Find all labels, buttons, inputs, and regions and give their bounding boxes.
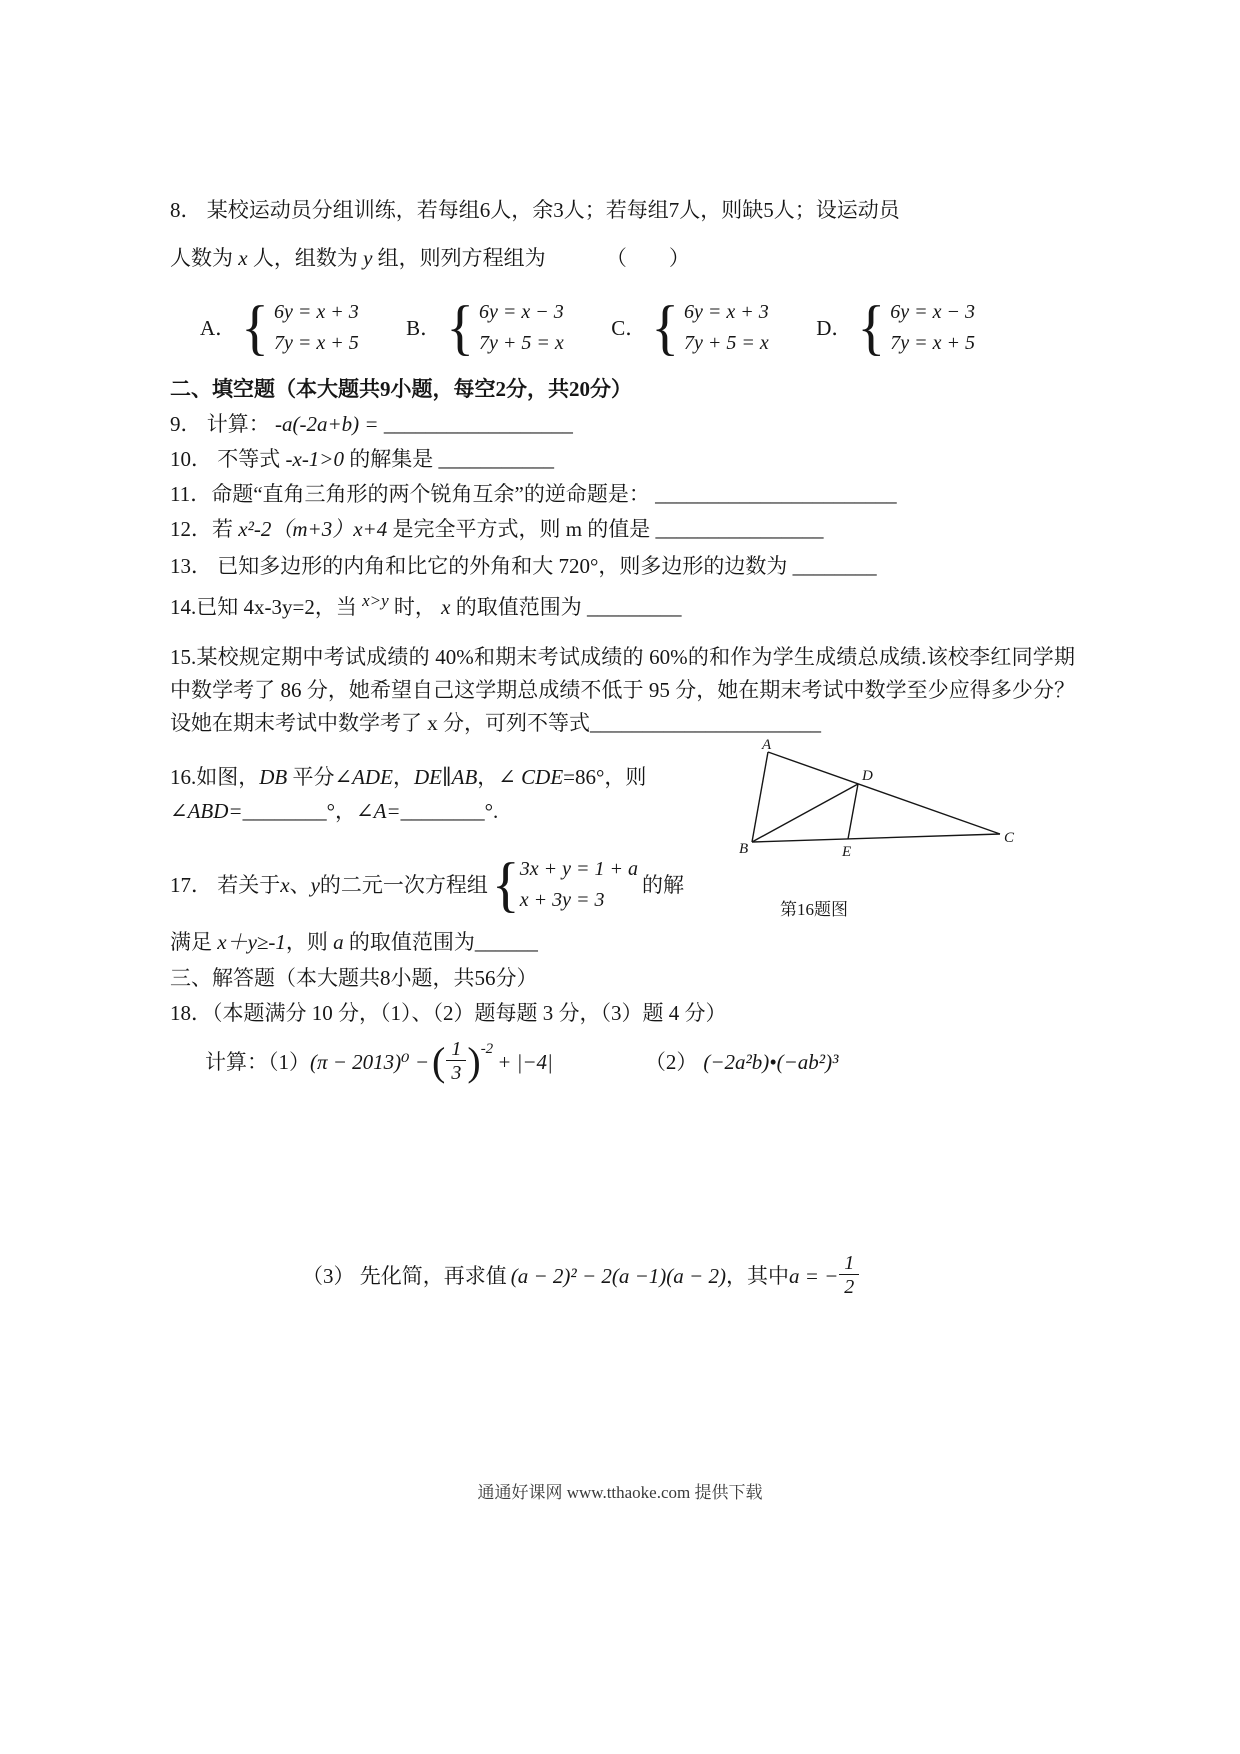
q8-option-a — [200, 293, 359, 362]
q18-calc-row — [170, 1039, 1075, 1085]
q8-option-a-label: A． — [200, 316, 237, 340]
q17-eq1: 3x + y = 1 + a — [519, 858, 638, 880]
brace-icon: { — [857, 293, 886, 362]
figure-label-b: B — [739, 841, 749, 857]
q16-s3: ， — [392, 765, 414, 789]
q8-option-a-eq2: 7y = x + 5 — [274, 332, 359, 354]
q17-blank: ______ — [474, 930, 538, 954]
q11-text: 11．命题“直角三角形的两个锐角互余”的逆命题是： — [170, 482, 650, 506]
question-9 — [170, 410, 1075, 438]
q17-equation-system — [491, 850, 638, 919]
q17-pre: 17． 若关于 — [170, 872, 281, 897]
q10-blank: ___________ — [438, 447, 554, 471]
section-3-heading: 三、解答题（本大题共8小题，共56分） — [170, 966, 538, 990]
exam-page — [170, 186, 1075, 1299]
q16-line1 — [170, 760, 730, 794]
q17-post: 的解 — [642, 872, 684, 897]
q18-part3 — [170, 1253, 1075, 1299]
figure-caption: 第16题图 — [780, 900, 848, 920]
q8-line2-post: 组，则列方程组为 — [377, 246, 546, 270]
q8-options-row — [170, 293, 1075, 362]
q17-var-y: y — [310, 872, 320, 897]
q16-m4: CDE — [521, 765, 564, 789]
q18-fraction-one-half — [839, 1253, 859, 1299]
q8-line2 — [170, 241, 1075, 275]
fraction-numerator: 1 — [451, 1038, 462, 1060]
q8-line2-pre: 人数为 — [170, 246, 233, 270]
q8-option-c-eq2: 7y + 5 = x — [684, 332, 769, 354]
q14-blank: _________ — [586, 595, 682, 619]
q8-option-a-eq1: 6y = x + 3 — [274, 301, 359, 323]
q8-option-b-eq1: 6y = x − 3 — [479, 301, 564, 323]
q8-option-c-label: C． — [611, 316, 647, 340]
brace-icon: { — [446, 293, 475, 362]
q16-figure — [738, 738, 1023, 922]
q17-var-a: a — [333, 930, 344, 954]
q8-option-b-label: B． — [406, 316, 442, 340]
question-18-heading: 18．（本题满分 10 分，（1）、（2）题每题 3 分，（3）题 4 分） — [170, 1001, 727, 1025]
q16-deg1: °， — [326, 799, 356, 823]
q15-text: 15.某校规定期中考试成绩的 40%和期末考试成绩的 60%的和作为学生成绩总成绩.该校李红同学期中数学考了 86 分，她希望自己这学期总成绩不低于 95 分，她在期末考试中数学至少应得多少分？设她在期末考试中数学考了 x 分，可列不等式 — [170, 645, 1075, 735]
q11-blank: _______________________ — [655, 482, 897, 506]
q17-l2-math: x＋y≥-1 — [217, 930, 286, 954]
brace-icon: { — [241, 293, 270, 362]
q16-m3: DE∥AB — [413, 765, 478, 789]
q16-m2: ADE — [352, 765, 393, 789]
fraction-denominator: 2 — [839, 1274, 859, 1299]
q18-part2-label: （2） — [644, 1049, 698, 1074]
figure-label-c: C — [1004, 830, 1015, 846]
q17-s2: 的二元一次方程组 — [319, 872, 488, 897]
question-16-17-block — [170, 738, 1075, 956]
q9-blank: __________________ — [383, 412, 573, 436]
q8-option-c — [611, 293, 769, 362]
q16-s5: =86°，则 — [563, 765, 647, 789]
q8-option-c-eq1: 6y = x + 3 — [684, 301, 769, 323]
q14-mid: 时， — [393, 595, 436, 619]
brace-icon: { — [651, 293, 680, 362]
q12-blank: ________________ — [655, 517, 824, 541]
q16-angle-abd: ∠ABD= — [170, 799, 243, 823]
q16-s4: ，∠ — [477, 765, 522, 789]
q12-text: 12．若 — [170, 517, 239, 541]
q8-answer-paren: （ ） — [605, 246, 690, 270]
brace-icon: { — [491, 850, 520, 919]
q17-l2c: 的取值范围为 — [343, 930, 475, 954]
question-8 — [170, 193, 1075, 362]
q14-post: 的取值范围为 — [455, 595, 582, 619]
question-13 — [170, 552, 1075, 580]
q14-text: 14.已知 4x-3y=2，当 — [170, 595, 357, 619]
q15-blank: ______________________ — [590, 711, 821, 735]
q16-deg2: °. — [484, 799, 499, 823]
q16-blank2: ________ — [400, 799, 485, 823]
q16-blank1: ________ — [242, 799, 327, 823]
question-16 — [170, 760, 730, 828]
question-12 — [170, 515, 1075, 543]
q8-option-b-eq2: 7y + 5 = x — [479, 332, 564, 354]
question-14 — [170, 593, 1075, 623]
q18-part1-math-b: + |−4| — [497, 1049, 553, 1074]
figure-label-e: E — [842, 844, 852, 860]
q18-part3-label: （3） 先化简，再求值 — [302, 1263, 507, 1288]
footer-watermark: 通通好课网 www.tthaoke.com 提供下载 — [477, 1483, 763, 1502]
triangle-diagram — [738, 738, 1023, 890]
section-2-heading: 二、填空题（本大题共9小题，每空2分，共20分） — [170, 377, 632, 401]
q18-fraction-one-third — [446, 1039, 466, 1085]
q12-mid: 是完全平方式，则 m 的值是 — [392, 517, 656, 541]
q14-var: x — [441, 595, 451, 619]
q18-part3-mid: ，其中 — [725, 1263, 789, 1288]
question-11 — [170, 480, 1075, 508]
q10-mid: 的解集是 — [349, 447, 434, 471]
q8-option-d-eq2: 7y = x + 5 — [890, 332, 975, 354]
q8-line1: 8． 某校运动员分组训练，若每组6人，余3人；若每组7人，则缺5人；设运动员 — [170, 198, 900, 222]
left-paren-icon: ( — [432, 1039, 446, 1084]
q8-line2-mid: 人，组数为 — [252, 246, 358, 270]
q16-line2 — [170, 794, 730, 828]
q10-math: -x-1>0 — [285, 447, 344, 471]
q10-text: 10． 不等式 — [170, 447, 281, 471]
q13-blank: ________ — [792, 554, 877, 578]
q17-line2 — [170, 928, 1075, 956]
q17-eq2: x + 3y = 3 — [519, 889, 605, 911]
q12-math: x²-2（m+3）x+4 — [238, 517, 388, 541]
question-15 — [170, 641, 1075, 740]
q17-l2b: ，则 — [285, 930, 334, 954]
fraction-denominator: 3 — [446, 1060, 466, 1085]
q16-angle-a: ∠A= — [356, 799, 401, 823]
q9-math: -a(-2a+b) = — [275, 412, 379, 436]
q18-part3-var: a = − — [788, 1263, 839, 1288]
q16-m1: DB — [259, 765, 288, 789]
q13-text: 13． 已知多边形的内角和比它的外角和大 720°，则多边形的边数为 — [170, 554, 788, 578]
question-10 — [170, 445, 1075, 473]
q16-s2: 平分∠ — [287, 765, 353, 789]
q8-option-d-eq1: 6y = x − 3 — [890, 301, 975, 323]
q18-part1-math-a: (π − 2013)⁰ − — [310, 1049, 430, 1074]
q8-option-d-label: D． — [816, 316, 853, 340]
q8-option-d — [816, 293, 975, 362]
q8-var-x: x — [238, 246, 248, 270]
q17-var-x: x — [280, 872, 290, 897]
q18-calc-label: 计算：（1） — [205, 1049, 310, 1074]
q8-var-y: y — [363, 246, 373, 270]
q9-text: 9． 计算： — [170, 412, 270, 436]
q14-superscript-condition: x>y — [362, 591, 389, 610]
right-paren-icon: ) — [467, 1039, 481, 1084]
q8-option-b — [406, 293, 564, 362]
q16-s1: 16.如图， — [170, 765, 260, 789]
q18-part3-math: (a − 2)² − 2(a −1)(a − 2) — [510, 1263, 726, 1288]
q18-exponent: -2 — [480, 1040, 494, 1057]
fraction-numerator: 1 — [844, 1252, 855, 1274]
q17-l2a: 满足 — [170, 930, 218, 954]
q18-part2-math: (−2a²b)•(−ab²)³ — [703, 1049, 839, 1074]
figure-label-a: A — [762, 738, 772, 753]
figure-label-d: D — [862, 768, 873, 784]
q18-part2 — [645, 1048, 839, 1076]
q17-s1: 、 — [289, 872, 311, 897]
